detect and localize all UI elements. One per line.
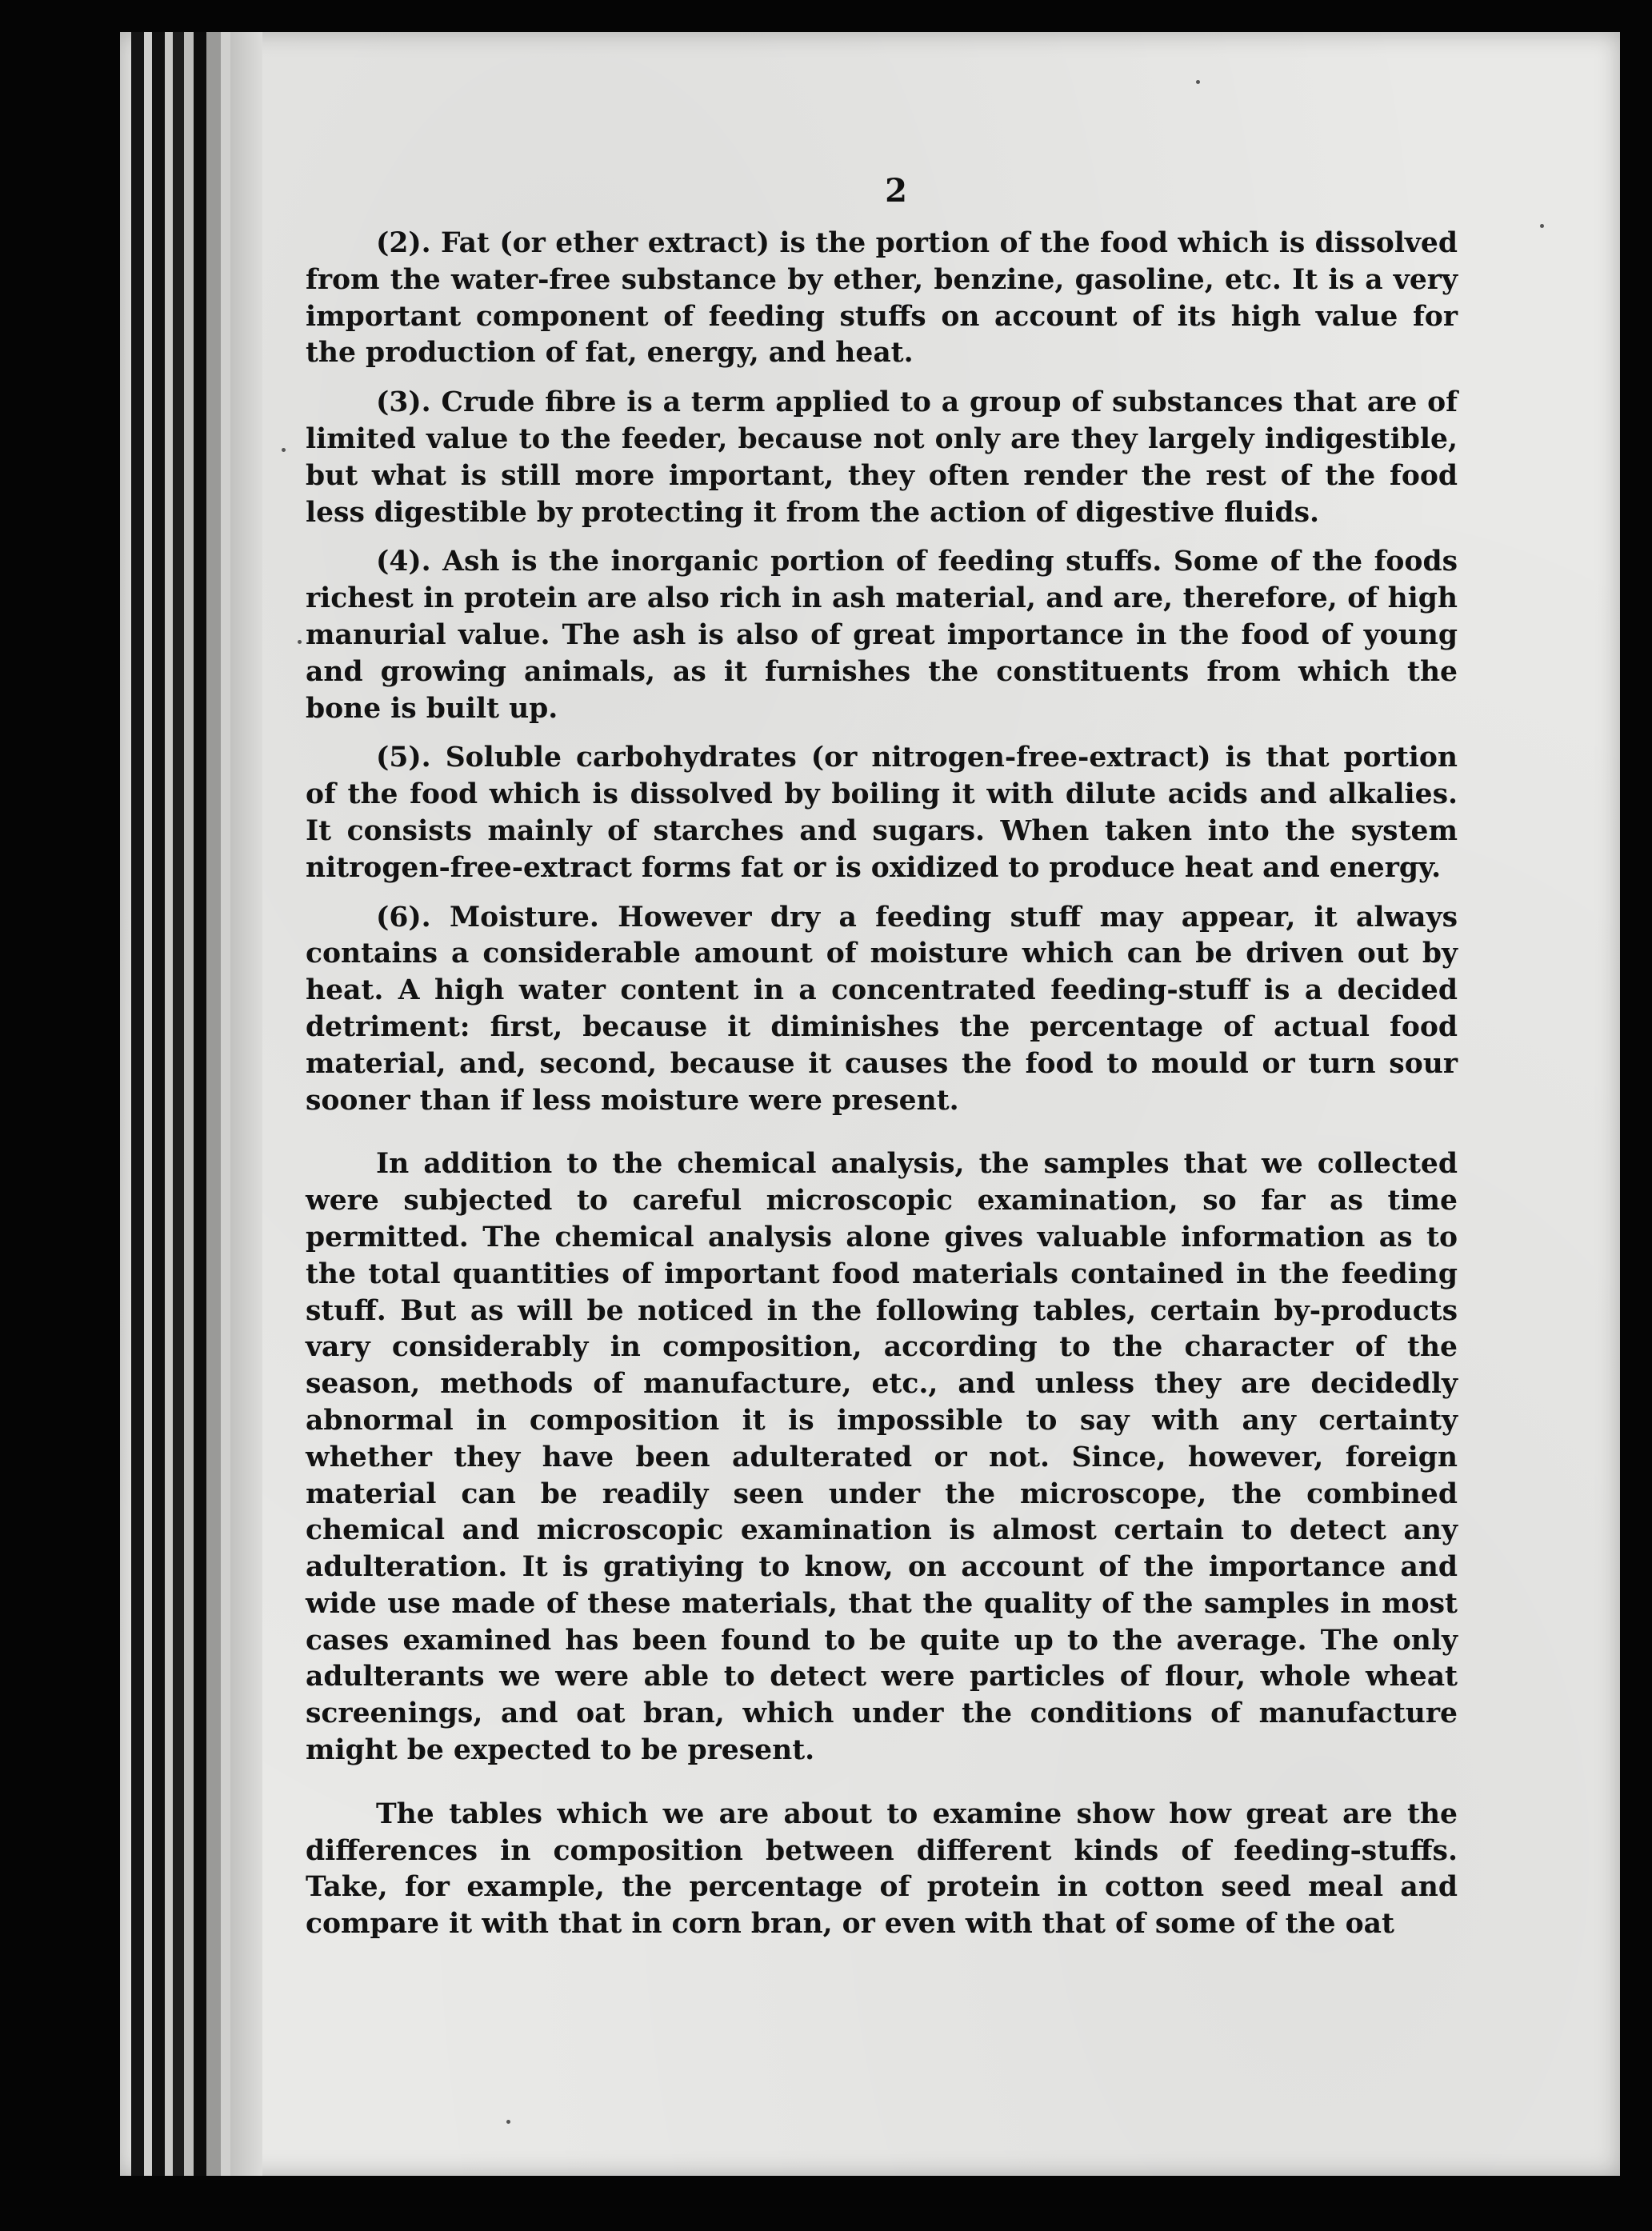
- paragraph-fat: (2). Fat (or ether extract) is the portion of the food which is dissolved from the water-free substance by ether, benzine, gasoline, etc. It is a very important component of feeding stuffs on account of its high value for the production of fat, energy, and heat.: [306, 227, 1458, 370]
- scan-speck: [1196, 80, 1200, 84]
- scan-speck: [506, 2120, 510, 2124]
- paragraph-tables: The tables which we are about to examine show how great are the differences in composition between different kinds of feeding-stuffs. Take, for example, the percentage of protein in cotton seed meal and compare it with that in corn bran, or even with that of some of the oat: [306, 1797, 1458, 1941]
- binding-stripe: [184, 32, 194, 2176]
- binding-stripe: [165, 32, 173, 2176]
- scan-speck: [1540, 224, 1544, 228]
- binding-stripe: [152, 32, 165, 2176]
- binding-stripe: [194, 32, 206, 2176]
- paragraph-crude-fibre: (3). Crude fibre is a term applied to a group of substances that are of limited value to the feeder, because not only are they largely indigestible, but what is still more important, they often render the rest of the food less digestible by protecting it from the action of digestive fluids.: [306, 386, 1458, 529]
- paragraph-carbohydrates: (5). Soluble carbohydrates (or nitrogen-free-extract) is that portion of the food which is dissolved by boiling it with dilute acids and alkalies. It consists mainly of starches and sugars. When taken into the system nitrogen-free-extract forms fat or is oxidized to produce heat and energy.: [306, 742, 1458, 884]
- binding-stripe: [131, 32, 144, 2176]
- binding-stripe: [221, 32, 230, 2176]
- paragraph-ash: (4). Ash is the inorganic portion of feeding stuffs. Some of the foods richest in protein are also rich in ash material, and are, therefore, of high manurial value. The ash is also of great importance in the food of young and growing animals, as it furnishes the constituents from which the bone is built up.: [306, 546, 1458, 725]
- scan-speck: [298, 640, 302, 644]
- binding-stripe: [206, 32, 221, 2176]
- gutter-shadow: [230, 32, 262, 2176]
- binding-stripe: [173, 32, 184, 2176]
- page-number: 2: [885, 172, 907, 210]
- body-text: [306, 226, 1458, 1943]
- paragraph-microscopic-examination: In addition to the chemical analysis, the samples that we collected were subjected to careful microscopic examination, so far as time permitted. The chemical analysis alone gives valuable information as to the total quantities of important food materials contained in the feeding stuff. But as will be noticed in the following tables, certain by-products vary considerably in composition, according to the character of the season, methods of manufacture, etc., and unless they are decidedly abnormal in composition it is impossible to say with any certainty whether they have been adulterated or not. Since, however, foreign material can be readily seen under the microscope, the combined chemical and microscopic examination is almost certain to detect any adulteration. It is gratiying to know, on account of the importance and wide use made of these materials, that the quality of the samples in most cases examined has been found to be quite up to the average. The only adulterants we were able to detect were particles of flour, whole wheat screenings, and oat bran, which under the conditions of manufacture might be expected to be present.: [306, 1148, 1458, 1767]
- scan-speck: [282, 448, 286, 452]
- paragraph-moisture: (6). Moisture. However dry a feeding stuff may appear, it always contains a considerable amount of moisture which can be driven out by heat. A high water content in a concentrated feeding-stuff is a decided detriment: first, because it diminishes the percentage of actual food material, and, second, because it causes the food to mould or turn sour sooner than if less moisture were present.: [306, 901, 1458, 1117]
- binding-stripe: [144, 32, 152, 2176]
